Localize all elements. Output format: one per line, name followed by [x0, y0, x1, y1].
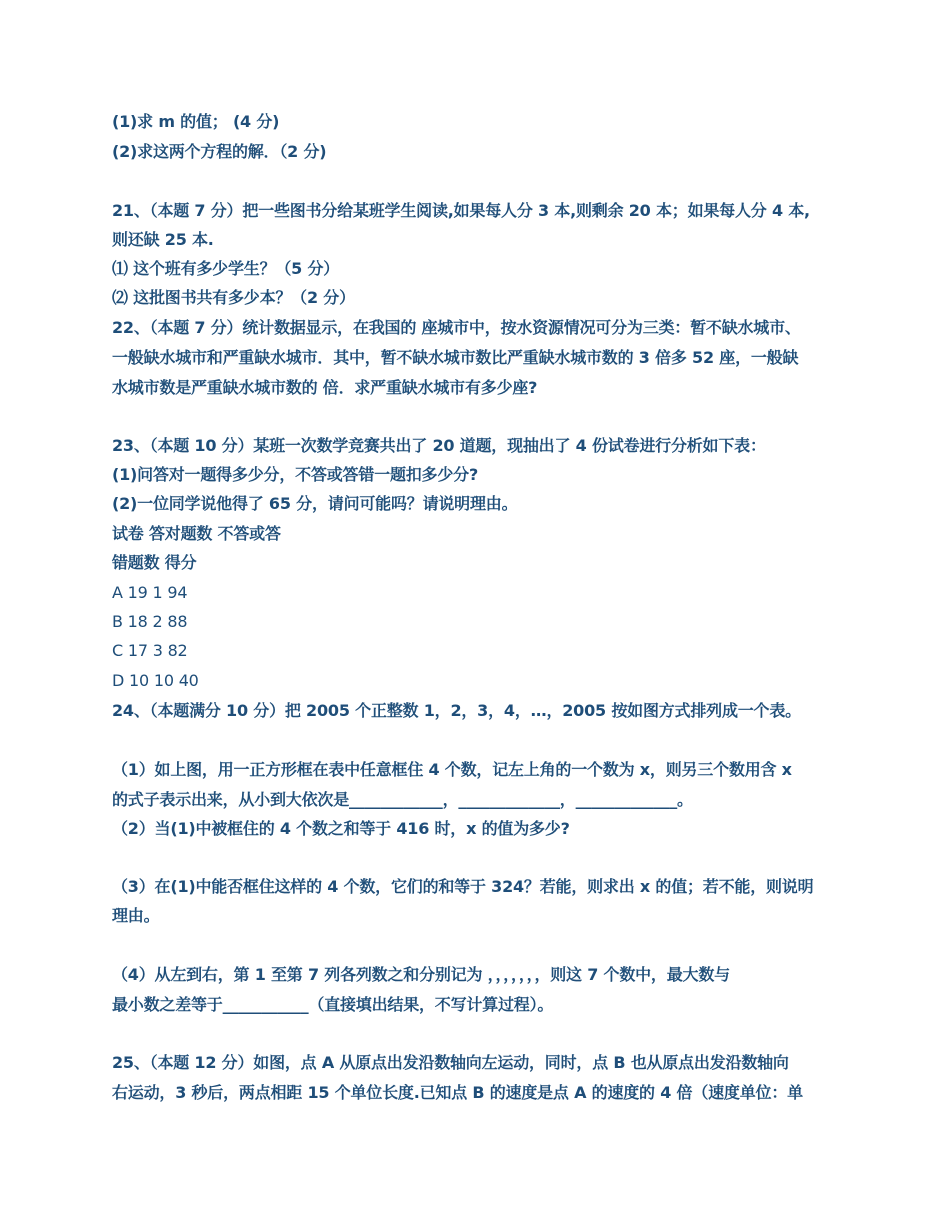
q21-part1: ⑴ 这个班有多少学生？（5 分）: [112, 259, 340, 278]
q24-text: 24、（本题满分 10 分）把 2005 个正整数 1，2，3，4，…，2005 按如图方式排列成一个表。: [112, 701, 801, 720]
q25-text: 25、（本题 12 分）如图，点 A 从原点出发沿数轴向左运动，同时，点 B 也从原点出发沿数轴向: [112, 1053, 789, 1072]
q24-part1-cont: 的式子表示出来，从小到大依次是____________，_____________，_____________。: [112, 790, 693, 809]
q23-table-header: 试卷 答对题数 不答或答: [112, 524, 281, 543]
q24-part4-cont: 最小数之差等于___________（直接填出结果，不写计算过程）。: [112, 995, 554, 1014]
q23-table-header-cont: 错题数 得分: [112, 553, 197, 572]
q21-text-cont: 则还缺 25 本.: [112, 230, 214, 249]
q23-table-row-c: C 17 3 82: [112, 641, 188, 660]
q20-part2: (2)求这两个方程的解．（2 分): [112, 142, 327, 161]
q22-text: 22、（本题 7 分）统计数据显示，在我国的 座城市中，按水资源情况可分为三类：暂不缺水城市、: [112, 318, 801, 337]
q24-part2: （2）当(1)中被框住的 4 个数之和等于 416 时，x 的值为多少?: [112, 819, 570, 838]
q23-table-row-b: B 18 2 88: [112, 612, 188, 631]
q22-text-cont2: 水城市数是严重缺水城市数的 倍．求严重缺水城市有多少座?: [112, 378, 538, 397]
q20-part1: (1)求 m 的值； (4 分): [112, 112, 280, 131]
q23-part1: (1)问答对一题得多少分，不答或答错一题扣多少分?: [112, 465, 479, 484]
q24-part3-cont: 理由。: [112, 906, 160, 925]
q23-table-row-d: D 10 10 40: [112, 671, 199, 690]
q22-text-cont1: 一般缺水城市和严重缺水城市．其中，暂不缺水城市数比严重缺水城市数的 3 倍多 52 座，一般缺: [112, 348, 799, 367]
q23-table-row-a: A 19 1 94: [112, 583, 188, 602]
q24-part3: （3）在(1)中能否框住这样的 4 个数，它们的和等于 324？若能，则求出 x 的值；若不能，则说明: [112, 877, 814, 896]
q21-text: 21、（本题 7 分）把一些图书分给某班学生阅读,如果每人分 3 本,则剩余 20 本；如果每人分 4 本,: [112, 201, 810, 220]
q21-part2: ⑵ 这批图书共有多少本？（2 分）: [112, 288, 355, 307]
q23-text: 23、（本题 10 分）某班一次数学竞赛共出了 20 道题，现抽出了 4 份试卷进行分析如下表：: [112, 436, 766, 455]
q23-part2: (2)一位同学说他得了 65 分，请问可能吗？请说明理由。: [112, 494, 518, 513]
q25-text-cont: 右运动，3 秒后，两点相距 15 个单位长度.已知点 B 的速度是点 A 的速度的 4 倍（速度单位：单: [112, 1083, 803, 1102]
q24-part1: （1）如上图，用一正方形框在表中任意框住 4 个数，记左上角的一个数为 x，则另三个数用含 x: [112, 760, 792, 779]
q24-part4: （4）从左到右，第 1 至第 7 列各列数之和分别记为 ，，，，，，，则这 7 个数中，最大数与: [112, 965, 730, 984]
